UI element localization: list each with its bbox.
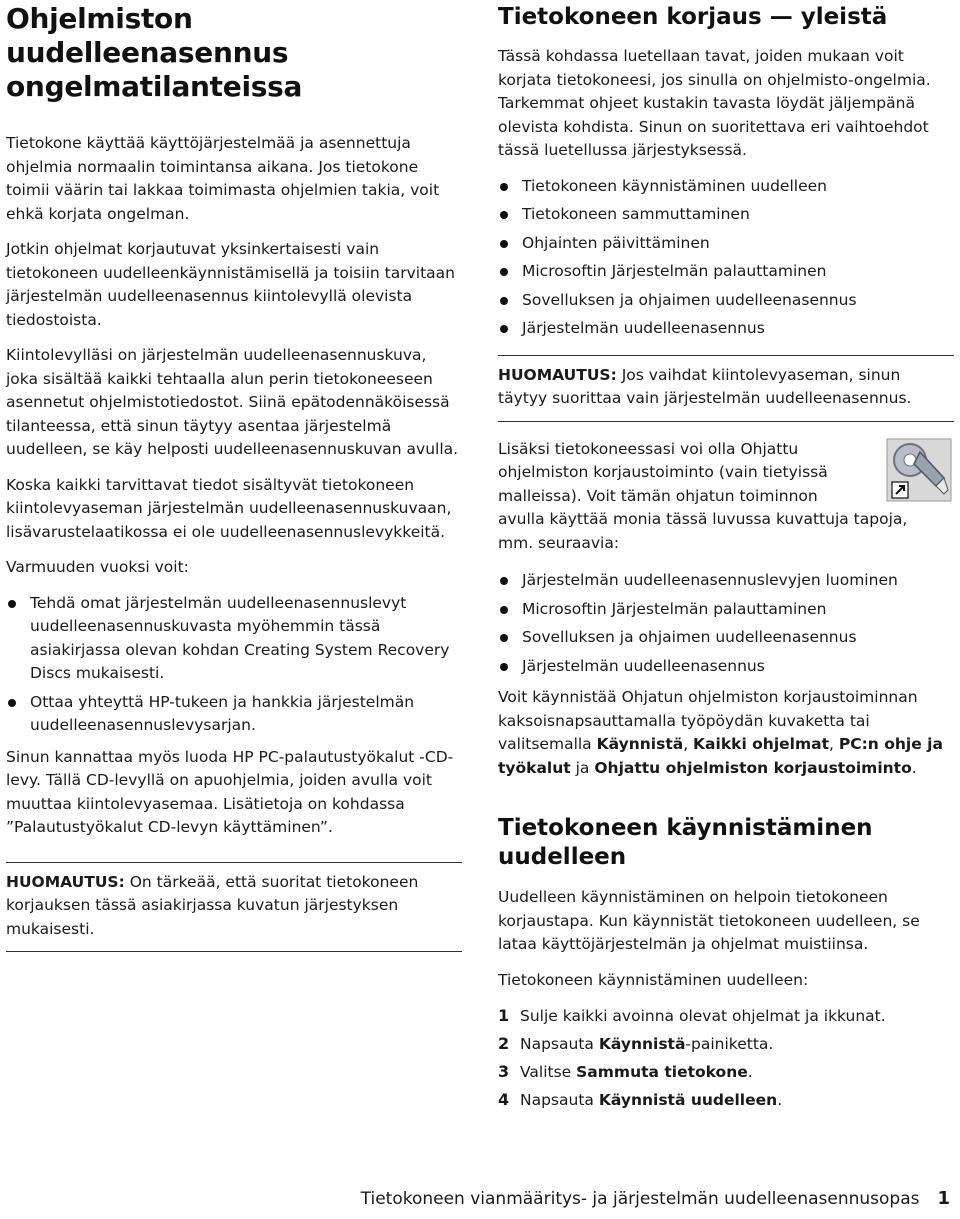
note: HUOMAUTUS: Jos vaihdat kiintolevyaseman, sinun täytyy suorittaa vain järjestelmän uudelleenasennus. [498,365,912,407]
section-title-restart: Tietokoneen käynnistäminen uudelleen [498,815,873,870]
paragraph: Koska kaikki tarvittavat tiedot sisältyvät tietokoneen kiintolevyaseman järjestelmän uudelleenasennuskuvaan, lisävarustelaatikossa ei ole uudelleenasennuslevykkeitä. [6,475,452,541]
divider [6,862,462,863]
left-column [6,0,462,960]
bullet-icon [500,577,508,585]
list-item: Ohjainten päivittäminen [498,232,954,256]
list-item: Järjestelmän uudelleenasennuslevyjen luominen [498,569,954,593]
bullet-list [498,569,954,678]
divider [498,421,954,422]
bullet-icon [500,606,508,614]
bullet-icon [500,297,508,305]
section-title-repair-overview: Tietokoneen korjaus — yleistä [498,4,888,30]
list-item: Tietokoneen käynnistäminen uudelleen [498,175,954,199]
bullet-icon [500,268,508,276]
bullet-icon [500,634,508,642]
note-label: HUOMAUTUS: [6,872,125,891]
step-list [498,1004,954,1112]
bullet-icon [8,699,16,707]
footer-text: Tietokoneen vianmääritys- ja järjestelmän uudelleenasennusopas [360,1189,920,1209]
right-column [498,0,954,1116]
divider [498,355,954,356]
paragraph: Lisäksi tietokoneessasi voi olla Ohjattu ohjelmiston korjaustoiminto (vain tietyissä malleissa). Voit tämän ohjatun toiminnon avulla käyttää monia tässä luvussa kuvattuja tapoja, mm. seuraavia: [498,439,908,552]
bullet-icon [500,211,508,219]
step-item: 3 Valitse Sammuta tietokone. [498,1062,753,1081]
paragraph: Voit käynnistää Ohjatun ohjelmiston korjaustoiminnan kaksoisnapsauttamalla työpöydän kuvaketta tai valitsemalla Käynnistä, Kaikki ohjelmat, PC:n ohje ja työkalut ja Ohjattu ohjelmiston korjaustoiminto. [498,688,943,777]
list-item: Tehdä omat järjestelmän uudelleenasennuslevyt uudelleenasennuskuvasta myöhemmin tässä asiakirjassa olevan kohdan Creating System Recovery Discs mukaisesti. [6,592,462,686]
bullet-icon [500,325,508,333]
bullet-icon [500,183,508,191]
list-item: Ottaa yhteyttä HP-tukeen ja hankkia järjestelmän uudelleenasennuslevysarjan. [6,691,462,738]
note: HUOMAUTUS: On tärkeää, että suoritat tietokoneen korjauksen tässä asiakirjassa kuvatun järjestyksen mukaisesti. [6,872,419,938]
list-item: Microsoftin Järjestelmän palauttaminen [498,260,954,284]
step-item: 1 Sulje kaikki avoinna olevat ohjelmat ja ikkunat. [498,1006,886,1025]
note-label: HUOMAUTUS: [498,365,617,384]
divider [6,951,462,952]
step-item: 4 Napsauta Käynnistä uudelleen. [498,1090,783,1109]
paragraph: Tietokone käyttää käyttöjärjestelmää ja asennettuja ohjelmia normaalin toimintansa aikana. Jos tietokone toimii väärin tai lakkaa toimimasta ohjelmien takia, voit ehkä korjata ongelman. [6,134,440,223]
section-title-reinstall: Ohjelmiston uudelleenasennus ongelmatilanteissa [6,2,303,103]
list-item: Sovelluksen ja ohjaimen uudelleenasennus [498,626,954,650]
bullet-icon [500,240,508,248]
bullet-icon [500,663,508,671]
paragraph: Tässä kohdassa luetellaan tavat, joiden mukaan voit korjata tietokoneesi, jos sinulla on ohjelmisto-ongelmia. Tarkemmat ohjeet kustakin tavasta löydät jäljempänä olevista kohdista. Sinun on suoritettava eri vaihtoehdot tässä luetellussa järjestyksessä. [498,47,931,159]
paragraph: Varmuuden vuoksi voit: [6,558,189,576]
bullet-icon [8,600,16,608]
paragraph: Kiintolevylläsi on järjestelmän uudelleenasennuskuva, joka sisältää kaikki tehtaalla alun perin tietokoneeseen asennetut ohjelmistotiedostot. Siinä epätodennäköisessä tilanteessa, että sinun täytyy asentaa järjestelmä uudelleen, se käy helposti uudelleenasennuskuvan avulla. [6,346,459,458]
bullet-list [6,592,462,738]
bullet-list [498,175,954,341]
page-number: 1 [937,1188,950,1209]
list-item: Microsoftin Järjestelmän palauttaminen [498,598,954,622]
paragraph: Uudelleen käynnistäminen on helpoin tietokoneen korjaustapa. Kun käynnistät tietokoneen uudelleen, se lataa käyttöjärjestelmän ja ohjelmat muistiinsa. [498,888,920,953]
list-item: Sovelluksen ja ohjaimen uudelleenasennus [498,289,954,313]
paragraph: Jotkin ohjelmat korjautuvat yksinkertaisesti vain tietokoneen uudelleenkäynnistämisellä ja toisiin tarvitaan järjestelmän uudelleenasennus kiintolevyllä olevista tiedostoista. [6,240,455,329]
list-item: Tietokoneen sammuttaminen [498,203,954,227]
page-footer [361,1188,950,1209]
list-item: Järjestelmän uudelleenasennus [498,655,954,679]
paragraph: Sinun kannattaa myös luoda HP PC-palautustyökalut -CD-levy. Tällä CD-levyllä on apuohjelmia, joiden avulla voit muuttaa kiintolevyasemaa. Lisätietoja on kohdassa ”Palautustyökalut CD-levyn käyttäminen”. [6,747,454,836]
paragraph: Tietokoneen käynnistäminen uudelleen: [498,970,809,989]
recovery-wizard-shortcut-icon[interactable] [886,438,952,502]
step-item: 2 Napsauta Käynnistä-painiketta. [498,1034,774,1053]
list-item: Järjestelmän uudelleenasennus [498,317,954,341]
wizard-intro [498,438,954,556]
